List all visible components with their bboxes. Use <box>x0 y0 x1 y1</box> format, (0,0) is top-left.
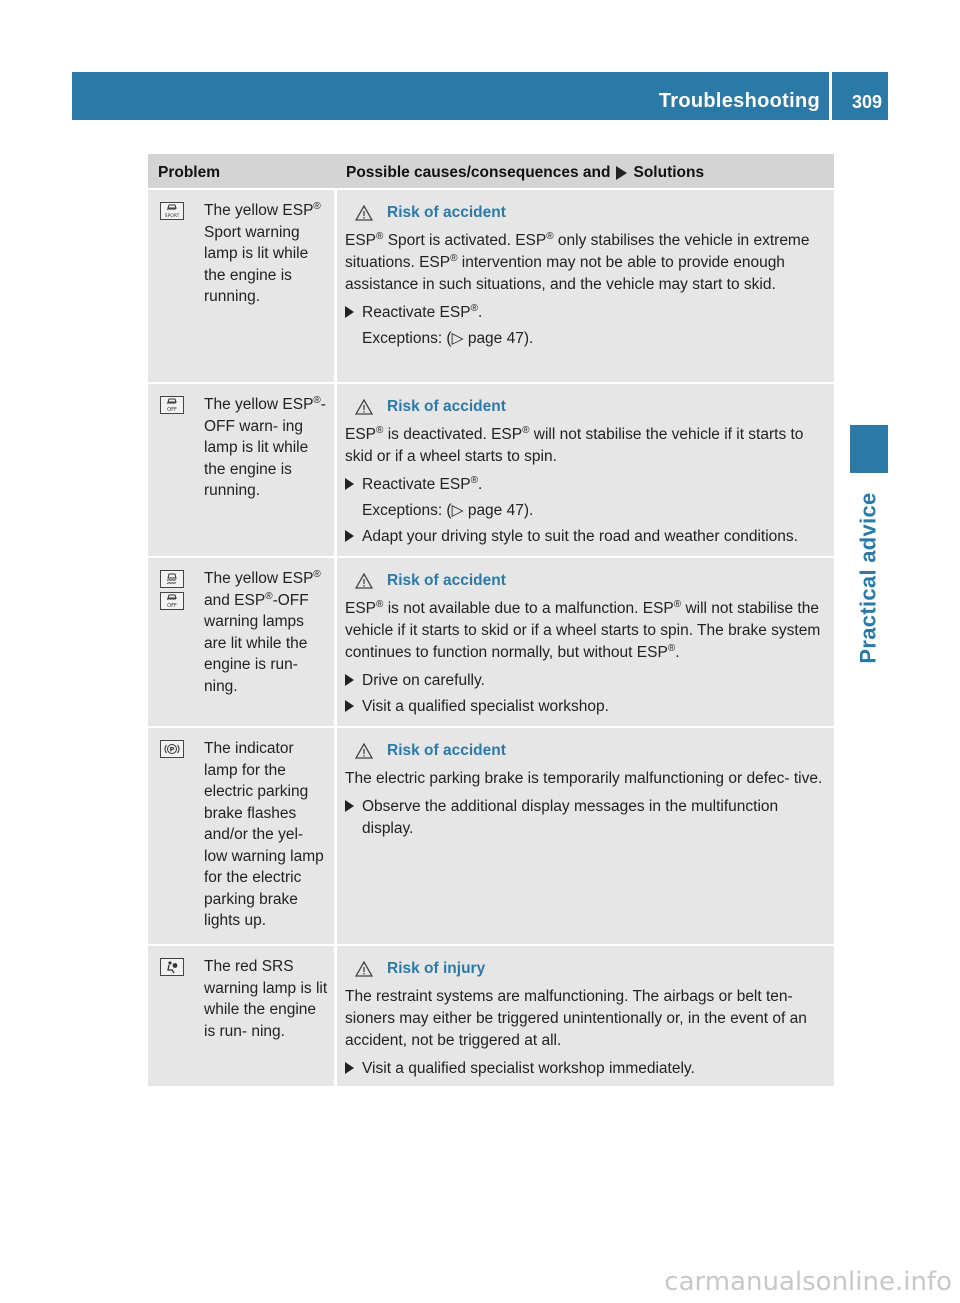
warning-heading: Risk of accident <box>355 740 828 762</box>
column-header-causes: Possible causes/consequences and Solutions <box>346 164 705 181</box>
warning-triangle-icon <box>355 573 373 589</box>
problem-text: The yellow ESP® Sport warning lamp is lit while the engine is running. <box>204 200 321 305</box>
problem-cell <box>148 946 337 1086</box>
arrow-icon <box>345 700 354 712</box>
table-row <box>148 384 834 558</box>
solution-cell <box>337 558 834 726</box>
side-tab-label: Practical advice <box>856 492 882 664</box>
srs-airbag-icon <box>160 958 184 976</box>
esp-off-icon <box>160 396 184 414</box>
arrow-icon <box>345 1062 354 1074</box>
cause-text: The restraint systems are malfunctioning. The airbags or belt ten- sioners may either be triggered unintentionally or, in the event of an accident, not be triggered at all. <box>345 988 807 1049</box>
action-step: Visit a qualified specialist workshop immediately. <box>345 1058 828 1080</box>
action-step: Adapt your driving style to suit the road and weather conditions. <box>345 526 828 548</box>
svg-text:OFF: OFF <box>167 603 177 608</box>
warning-triangle-icon <box>355 743 373 759</box>
problem-text: The yellow ESP® and ESP®-OFF warning lamps are lit while the engine is run- ning. <box>204 568 321 695</box>
table-row <box>148 558 834 728</box>
arrow-icon <box>345 478 354 490</box>
arrow-icon <box>345 800 354 812</box>
problem-cell <box>148 190 337 382</box>
arrow-icon <box>345 306 354 318</box>
arrow-icon <box>345 530 354 542</box>
action-step: Drive on carefully. <box>345 670 828 692</box>
problem-cell <box>148 728 337 944</box>
parking-brake-icon <box>160 740 184 758</box>
warning-triangle-icon <box>355 205 373 221</box>
warning-triangle-icon <box>355 961 373 977</box>
side-tab-marker <box>850 425 888 473</box>
table-row <box>148 728 834 946</box>
cause-text: ESP® is not available due to a malfunction. ESP® will not stabilise the vehicle if it starts to skid or if a wheel starts to spin. The brake system continues to function normally, but without ESP®. <box>345 598 821 661</box>
problem-cell <box>148 558 337 726</box>
esp-icon <box>160 570 184 588</box>
warning-heading: Risk of accident <box>355 202 828 224</box>
table-header <box>148 154 834 190</box>
problem-cell <box>148 384 337 556</box>
page-number: 309 <box>851 92 882 112</box>
warning-heading: Risk of accident <box>355 396 828 418</box>
warning-heading: Risk of injury <box>355 958 828 980</box>
warning-heading: Risk of accident <box>355 570 828 592</box>
svg-text:P: P <box>169 745 175 754</box>
solution-cell <box>337 728 834 944</box>
svg-text:OFF: OFF <box>167 407 177 412</box>
action-step: Observe the additional display messages in the multifunction display. <box>345 796 828 840</box>
cause-text: ESP® Sport is activated. ESP® only stabilises the vehicle in extreme situations. ESP® intervention may not be able to provide enough assistance in such situations, and the vehicle may start to skid. <box>345 230 810 293</box>
solution-cell <box>337 946 834 1086</box>
problem-text: The indicator lamp for the electric parking brake flashes and/or the yel- low warning lamp for the electric parking brake lights up. <box>204 740 324 929</box>
esp-sport-icon <box>160 202 184 220</box>
section-title: Troubleshooting <box>658 90 820 112</box>
problem-text: The red SRS warning lamp is lit while the engine is run- ning. <box>204 958 328 1040</box>
action-step: Visit a qualified specialist workshop. <box>345 696 828 718</box>
table-row <box>148 946 834 1088</box>
svg-text:SPORT: SPORT <box>164 214 180 218</box>
exceptions-reference: Exceptions: (▷ page 47). <box>362 502 534 519</box>
esp-off-icon <box>160 592 184 610</box>
watermark: carmanualsonline.info <box>664 1267 952 1297</box>
exceptions-reference: Exceptions: (▷ page 47). <box>362 330 534 347</box>
column-header-problem: Problem <box>158 164 221 181</box>
page-header-bar <box>72 72 888 120</box>
cause-text: ESP® is deactivated. ESP® will not stabilise the vehicle if it starts to skid or if a wheel starts to spin. <box>345 424 804 465</box>
table-row <box>148 190 834 384</box>
action-step: Reactivate ESP®. <box>345 302 828 324</box>
arrow-icon <box>616 166 627 180</box>
cause-text: The electric parking brake is temporarily malfunctioning or defec- tive. <box>345 770 823 787</box>
troubleshooting-table <box>148 154 834 1088</box>
warning-triangle-icon <box>355 399 373 415</box>
problem-text: The yellow ESP®-OFF warn- ing lamp is lit while the engine is running. <box>204 394 326 499</box>
header-divider <box>829 72 832 120</box>
solution-cell <box>337 384 834 556</box>
action-step: Reactivate ESP®. <box>345 474 828 496</box>
arrow-icon <box>345 674 354 686</box>
solution-cell <box>337 190 834 382</box>
